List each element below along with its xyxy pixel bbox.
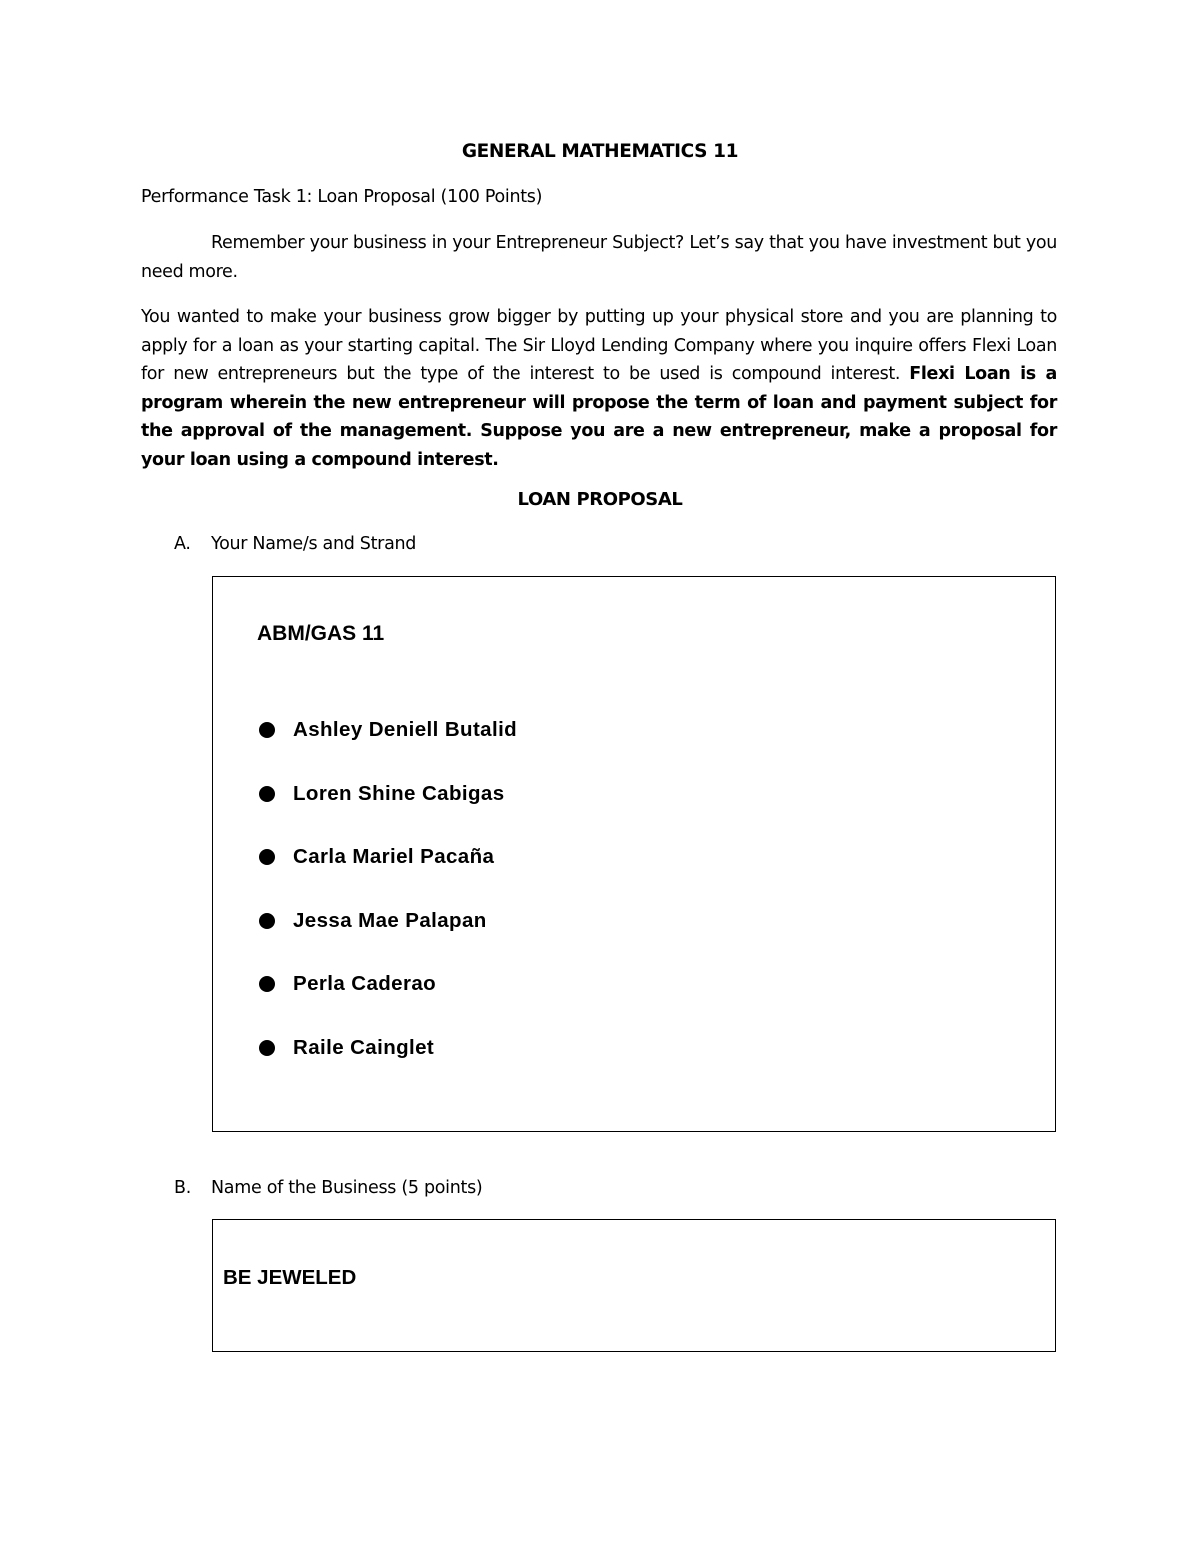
section-b-label [174,1178,482,1198]
member-name: Perla Caderao [293,972,437,995]
member-list-item [259,845,494,869]
section-a-letter: A. [174,534,191,554]
member-list-item [259,718,517,742]
document-title: GENERAL MATHEMATICS 11 [461,141,739,162]
task-subtitle: Performance Task 1: Loan Proposal (100 Points) [141,187,543,207]
section-a-label [174,534,416,554]
member-name: Jessa Mae Palapan [293,909,487,932]
bullet-icon [259,786,275,802]
business-name-text: BE JEWELED [223,1266,357,1289]
section-b-letter: B. [174,1178,191,1198]
member-list-item [259,972,436,996]
section-a-text: Your Name/s and Strand [211,534,417,554]
bullet-icon [259,913,275,929]
member-list-item [259,909,487,933]
member-name: Ashley Deniell Butalid [293,718,518,741]
instructions-bold-text: Flexi Loan is a program wherein the new entrepreneur will propose the term of loan and payment subject for the approval of the management. Suppose you are a new entrepreneur, make a proposal for your loan using a compound interest. [141,364,1057,470]
bullet-icon [259,1040,275,1056]
member-list-item [259,782,505,806]
section-title: LOAN PROPOSAL [517,489,683,510]
bullet-icon [259,722,275,738]
member-list-item [259,1036,434,1060]
strand-text: ABM/GAS 11 [257,622,385,645]
bullet-icon [259,976,275,992]
bullet-icon [259,849,275,865]
section-b-text: Name of the Business (5 points) [211,1178,483,1198]
member-name: Raile Cainglet [293,1036,435,1059]
member-name: Loren Shine Cabigas [293,782,505,805]
member-name: Carla Mariel Pacaña [293,845,495,868]
instructions-paragraph [141,303,1057,474]
names-box [212,576,1056,1132]
intro-paragraph: Remember your business in your Entrepreneur Subject? Let’s say that you have investment but you need more. [141,233,1057,282]
business-name-box [212,1219,1056,1352]
instructions-normal-text: You wanted to make your business grow bigger by putting up your physical store and you are planning to apply for a loan as your starting capital. The Sir Lloyd Lending Company where you inquire offers Flexi Loan for new entrepreneurs but the type of the interest to be used is compound interest. [141,307,1057,384]
